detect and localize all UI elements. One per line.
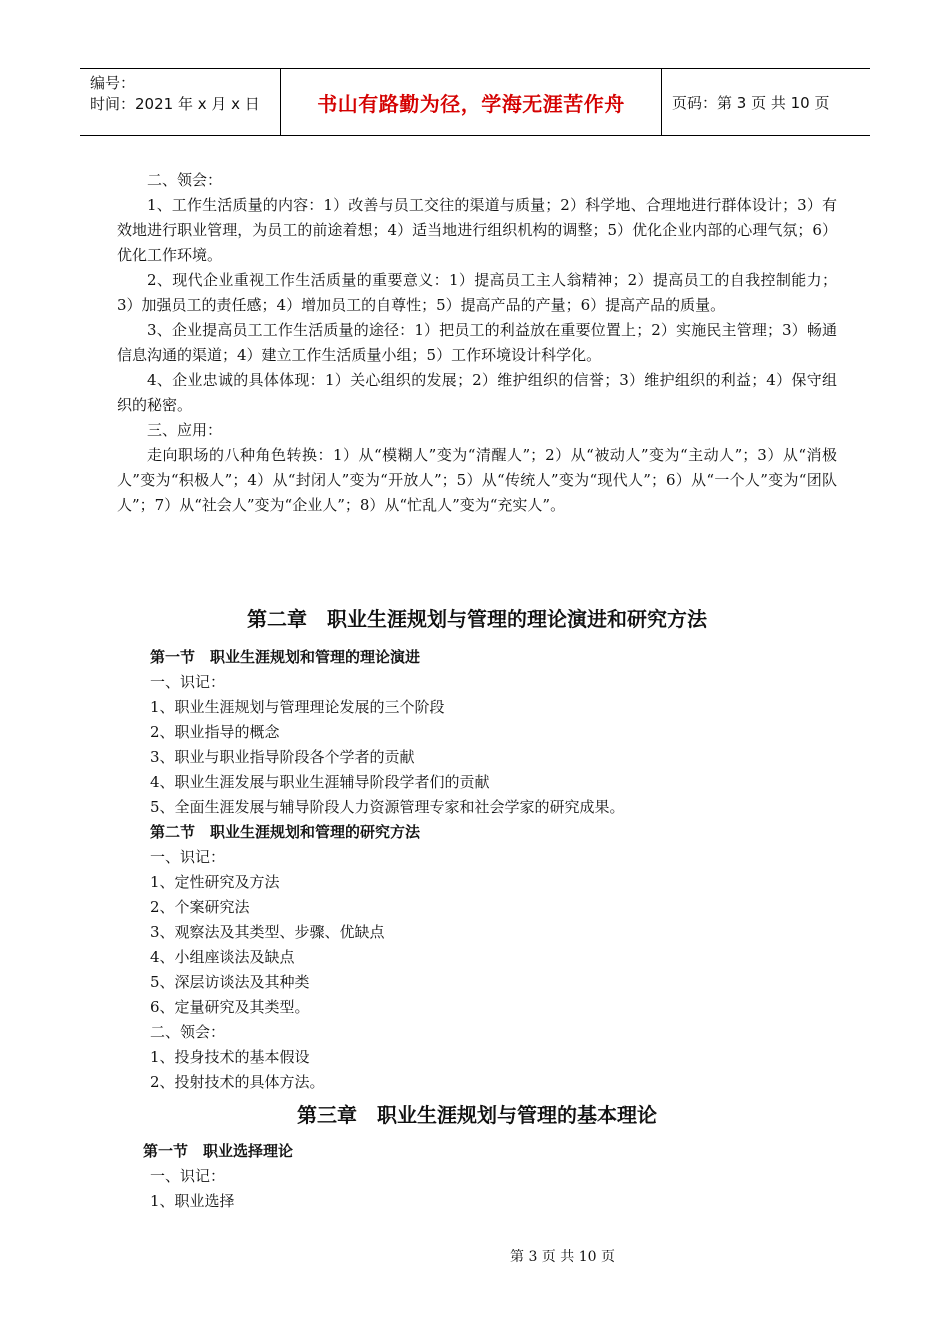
chapter2-title: 第二章 职业生涯规划与管理的理论演进和研究方法 — [247, 607, 707, 631]
heading-apply: 三、应用： — [147, 421, 223, 439]
list-item: 1、职业生涯规划与管理理论发展的三个阶段 — [150, 698, 445, 716]
header-motto: 书山有路勤为径，学海无涯苦作舟 — [281, 69, 662, 135]
memorize-heading: 一、识记： — [150, 673, 226, 691]
memorize-heading: 一、识记： — [150, 848, 226, 866]
list-item: 1、投身技术的基本假设 — [150, 1048, 310, 1066]
list-item: 2、职业指导的概念 — [150, 723, 280, 741]
list-item: 3、职业与职业指导阶段各个学者的贡献 — [150, 748, 415, 766]
list-item: 2、投射技术的具体方法。 — [150, 1073, 325, 1091]
chapter3 — [117, 1099, 837, 1214]
list-item: 5、全面生涯发展与辅导阶段人力资源管理专家和社会学家的研究成果。 — [150, 798, 625, 816]
memorize-heading: 一、识记： — [150, 1167, 226, 1185]
list-item: 2、个案研究法 — [150, 898, 250, 916]
chapter2-section1-title: 第一节 职业生涯规划和管理的理论演进 — [150, 648, 421, 666]
list-item: 5、深层访谈法及其种类 — [150, 973, 310, 991]
list-item: 1、职业选择 — [150, 1192, 235, 1210]
chapter3-section1-title: 第一节 职业选择理论 — [143, 1142, 294, 1160]
list-item: 3、观察法及其类型、步骤、优缺点 — [150, 923, 385, 941]
understand-heading: 二、领会： — [150, 1023, 226, 1041]
list-item: 1、定性研究及方法 — [150, 873, 280, 891]
date-label: 时间：2021 年 x 月 x 日 — [90, 95, 260, 113]
apply-paragraph: 走向职场的八种角色转换：1）从“模糊人”变为“清醒人”；2）从“被动人”变为“主动人”；3）从“消极人”变为“积极人”；4）从“封闭人”变为“开放人”；5）从“传统人”变为“现代人”；6）从“一个人”变为“团队人”；7）从“社会人”变为“企业人”；8）从“忙乱人”变为“充实人”。 — [117, 446, 837, 514]
page-header — [80, 68, 870, 136]
paragraph-item: 2、现代企业重视工作生活质量的重要意义：1）提高员工主人翁精神；2）提高员工的自我控制能力；3）加强员工的责任感；4）增加员工的自尊性；5）提高产品的产量；6）提高产品的质量。 — [117, 271, 837, 314]
list-item: 4、小组座谈法及缺点 — [150, 948, 295, 966]
header-meta — [80, 69, 281, 135]
heading-understand: 二、领会： — [147, 171, 223, 189]
list-item: 6、定量研究及其类型。 — [150, 998, 310, 1016]
paragraph-item: 3、企业提高员工工作生活质量的途径：1）把员工的利益放在重要位置上；2）实施民主管理；3）畅通信息沟通的渠道；4）建立工作生活质量小组；5）工作环境设计科学化。 — [117, 321, 837, 364]
paragraph-item: 4、企业忠诚的具体体现：1）关心组织的发展；2）维护组织的信誉；3）维护组织的利益；4）保守组织的秘密。 — [117, 371, 837, 414]
chapter3-title: 第三章 职业生涯规划与管理的基本理论 — [297, 1103, 657, 1127]
header-page-label: 页码：第 3 页 共 10 页 — [672, 93, 830, 112]
chapter2-section2-title: 第二节 职业生涯规划和管理的研究方法 — [150, 823, 421, 841]
chapter2 — [117, 603, 837, 1095]
page-footer: 第 3 页 共 10 页 — [510, 1249, 615, 1265]
list-item: 4、职业生涯发展与职业生涯辅导阶段学者们的贡献 — [150, 773, 490, 791]
part1-body — [117, 168, 837, 518]
number-label: 编号： — [90, 74, 136, 92]
paragraph-item: 1、工作生活质量的内容：1）改善与员工交往的渠道与质量；2）科学地、合理地进行群体设计；3）有效地进行职业管理，为员工的前途着想；4）适当地进行组织机构的调整；5）优化企业内部的心理气氛；6）优化工作环境。 — [117, 196, 837, 264]
